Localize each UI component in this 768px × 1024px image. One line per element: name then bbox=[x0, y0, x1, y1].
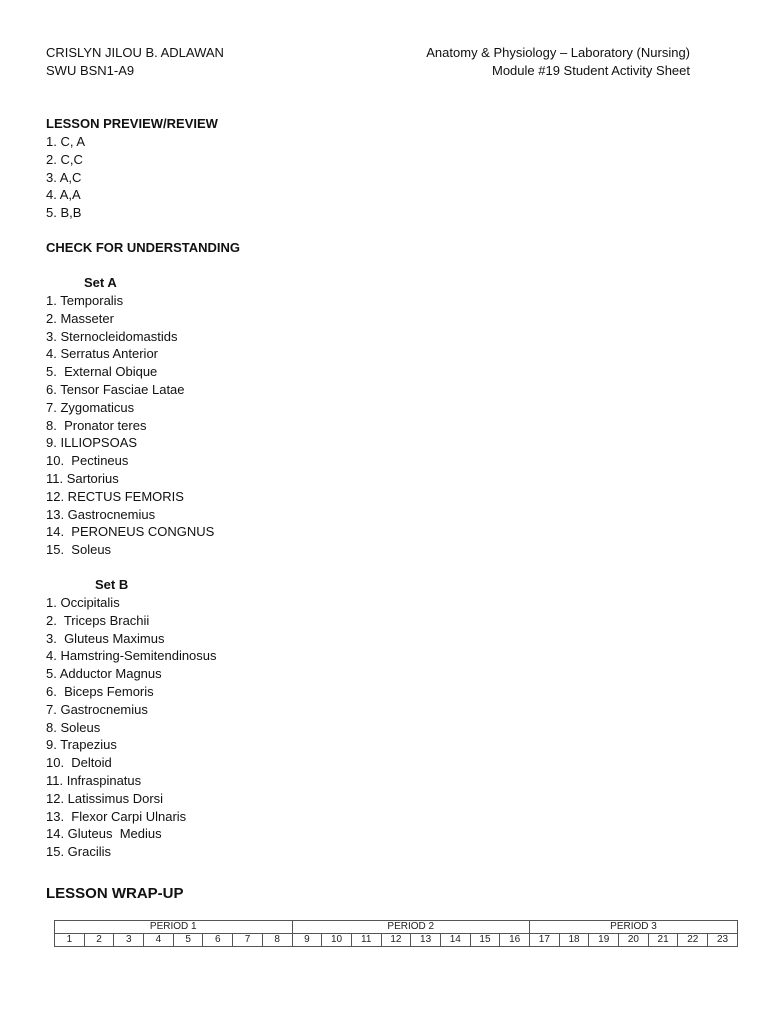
period-table bbox=[54, 920, 738, 947]
table-cell: 2 bbox=[84, 934, 114, 947]
table-cell: 7 bbox=[233, 934, 263, 947]
list-item: 3. Gluteus Maximus bbox=[46, 630, 165, 646]
list-item: 13. Gastrocnemius bbox=[46, 506, 156, 522]
module-title: Module #19 Student Activity Sheet bbox=[491, 63, 690, 78]
list-item: 1. Temporalis bbox=[46, 292, 124, 308]
list-item: 6. Biceps Femoris bbox=[46, 683, 154, 699]
list-item: 9. Trapezius bbox=[46, 737, 117, 753]
list-item: 12. RECTUS FEMORIS bbox=[46, 488, 184, 504]
list-item: 4. Hamstring-Semitendinosus bbox=[46, 648, 217, 664]
list-item: 4. Serratus Anterior bbox=[46, 346, 158, 362]
list-item: 3. A,C bbox=[46, 169, 82, 185]
student-section: SWU BSN1-A9 bbox=[46, 63, 135, 78]
table-cell: 5 bbox=[173, 934, 203, 947]
list-item: 12. Latissimus Dorsi bbox=[46, 790, 164, 806]
table-cell: 4 bbox=[144, 934, 174, 947]
list-item: 8. Pronator teres bbox=[46, 417, 147, 433]
table-cell: 14 bbox=[440, 934, 470, 947]
list-item: 7. Gastrocnemius bbox=[46, 701, 148, 717]
set-a-list bbox=[46, 292, 646, 559]
table-cell: 12 bbox=[381, 934, 411, 947]
list-item: 9. ILLIOPSOAS bbox=[46, 435, 138, 451]
list-item: 10. Pectineus bbox=[46, 453, 129, 469]
table-cell: 18 bbox=[559, 934, 589, 947]
list-item: 1. Occipitalis bbox=[46, 594, 120, 610]
list-item: 2. Masseter bbox=[46, 310, 114, 326]
table-cell: 20 bbox=[619, 934, 649, 947]
list-item: 5. External Obique bbox=[46, 364, 158, 380]
answer-sheet bbox=[46, 115, 646, 861]
list-item: 15. Soleus bbox=[46, 542, 112, 558]
list-item: 7. Zygomaticus bbox=[46, 399, 135, 415]
lesson-preview-list bbox=[46, 133, 646, 222]
table-cell: 3 bbox=[114, 934, 144, 947]
check-understanding-title: CHECK FOR UNDERSTANDING bbox=[46, 239, 241, 255]
course-info bbox=[426, 44, 690, 80]
period-3-header: PERIOD 3 bbox=[530, 921, 738, 934]
list-item: 10. Deltoid bbox=[46, 755, 112, 771]
student-info bbox=[46, 44, 224, 80]
period-2-header: PERIOD 2 bbox=[292, 921, 530, 934]
table-cell: 19 bbox=[589, 934, 619, 947]
table-cell: 16 bbox=[500, 934, 530, 947]
table-cell: 8 bbox=[262, 934, 292, 947]
course-title: Anatomy & Physiology – Laboratory (Nursing) bbox=[426, 45, 690, 60]
set-b-list bbox=[46, 594, 646, 861]
list-item: 1. C, A bbox=[46, 134, 86, 149]
list-item: 2. Triceps Brachii bbox=[46, 612, 150, 628]
list-item: 11. Sartorius bbox=[46, 470, 119, 486]
table-cell: 13 bbox=[411, 934, 441, 947]
table-cell: 23 bbox=[708, 934, 738, 947]
list-item: 3. Sternocleidomastids bbox=[46, 328, 178, 344]
lesson-wrap-up-title: LESSON WRAP-UP bbox=[46, 885, 184, 902]
list-item: 8. Soleus bbox=[46, 719, 101, 735]
list-item: 14. Gluteus Medius bbox=[46, 826, 162, 842]
list-item: 4. A,A bbox=[46, 187, 81, 203]
table-cell: 22 bbox=[678, 934, 708, 947]
list-item: 5. Adductor Magnus bbox=[46, 666, 162, 682]
table-cell: 17 bbox=[530, 934, 560, 947]
table-cell: 11 bbox=[351, 934, 381, 947]
student-name: CRISLYN JILOU B. ADLAWAN bbox=[46, 45, 224, 60]
period-number-row bbox=[55, 934, 738, 947]
table-cell: 6 bbox=[203, 934, 233, 947]
table-cell: 21 bbox=[648, 934, 678, 947]
period-1-header: PERIOD 1 bbox=[55, 921, 293, 934]
table-cell: 10 bbox=[322, 934, 352, 947]
list-item: 11. Infraspinatus bbox=[46, 772, 142, 788]
table-cell: 15 bbox=[470, 934, 500, 947]
list-item: 13. Flexor Carpi Ulnaris bbox=[46, 808, 187, 824]
list-item: 14. PERONEUS CONGNUS bbox=[46, 524, 215, 540]
list-item: 2. C,C bbox=[46, 151, 83, 167]
set-b-title: Set B bbox=[95, 576, 129, 592]
lesson-preview-title: LESSON PREVIEW/REVIEW bbox=[46, 116, 218, 131]
table-cell: 9 bbox=[292, 934, 322, 947]
period-header-row bbox=[55, 921, 738, 934]
set-a-title: Set A bbox=[84, 274, 117, 290]
list-item: 5. B,B bbox=[46, 205, 82, 221]
list-item: 15. Gracilis bbox=[46, 844, 112, 860]
list-item: 6. Tensor Fasciae Latae bbox=[46, 381, 185, 397]
table-cell: 1 bbox=[55, 934, 85, 947]
